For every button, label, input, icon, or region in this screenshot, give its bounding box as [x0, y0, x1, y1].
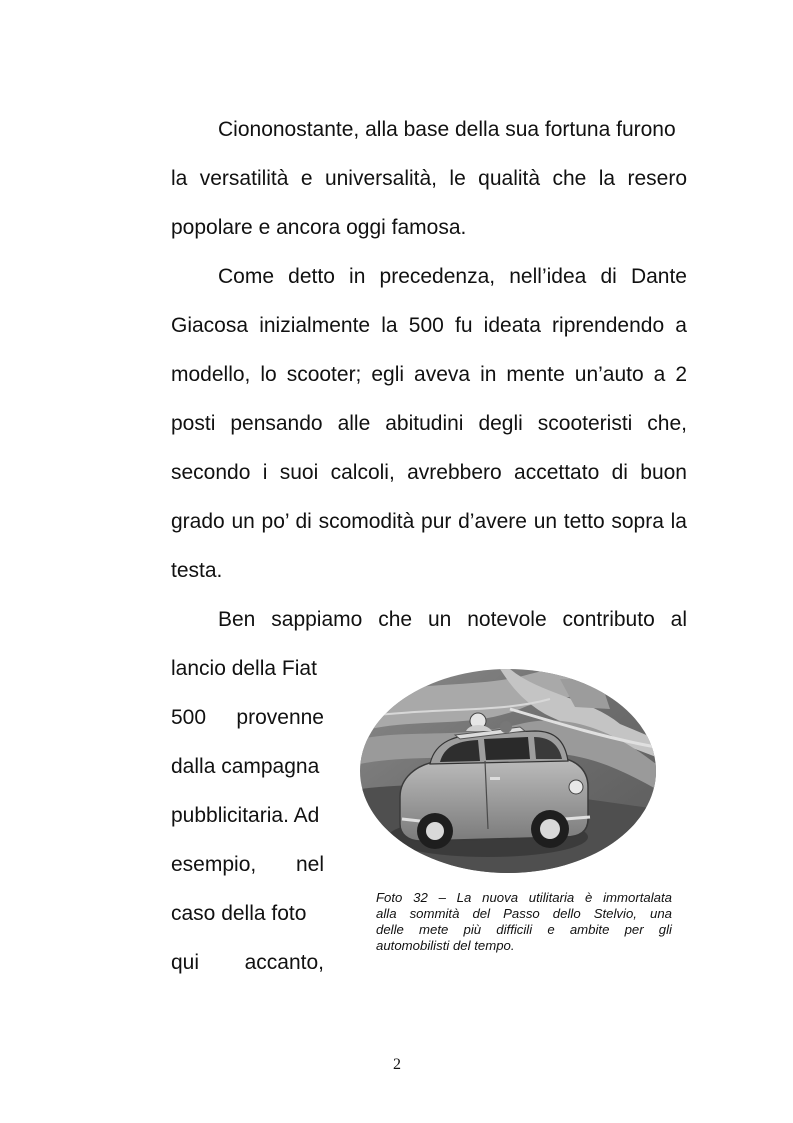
paragraph-line: secondo i suoi calcoli, avrebbero accettato di buon: [171, 461, 687, 484]
caption-line: delle mete più difficili e ambite per gli: [376, 922, 672, 937]
fiat-500-photo: [360, 669, 656, 873]
paragraph-line: testa.: [171, 559, 223, 582]
paragraph-line: grado un po’ di scomodità pur d’avere un tetto sopra la: [171, 510, 687, 533]
paragraph-line: Ben sappiamo che un notevole contributo al: [218, 608, 687, 631]
paragraph-line: Come detto in precedenza, nell’idea di Dante: [218, 265, 687, 288]
side-column-line: esempio, nel: [171, 853, 324, 876]
paragraph-line: popolare e ancora oggi famosa.: [171, 216, 467, 239]
caption-line: automobilisti del tempo.: [376, 938, 515, 953]
page-number: 2: [393, 1056, 401, 1073]
side-column-line: dalla campagna: [171, 755, 320, 778]
paragraph-line: Giacosa inizialmente la 500 fu ideata riprendendo a: [171, 314, 687, 337]
caption-line: alla sommità del Passo dello Stelvio, una: [376, 906, 672, 921]
side-column-line: pubblicitaria. Ad: [171, 804, 320, 827]
paragraph-line: modello, lo scooter; egli aveva in mente un’auto a 2: [171, 363, 687, 386]
side-column-line: 500 provenne: [171, 706, 324, 729]
paragraph-line: posti pensando alle abitudini degli scooteristi che,: [171, 412, 687, 435]
side-column-line: lancio della Fiat: [171, 657, 317, 680]
photo-caption: [376, 890, 672, 954]
caption-line: Foto 32 – La nuova utilitaria è immortalata: [376, 890, 672, 905]
side-column-line: caso della foto: [171, 902, 307, 925]
paragraph-line: la versatilità e universalità, le qualità che la resero: [171, 167, 687, 190]
side-column-line: qui accanto,: [171, 951, 324, 974]
paragraph-line: Ciononostante, alla base della sua fortuna furono: [218, 118, 676, 141]
car-photo-illustration: [360, 669, 656, 873]
